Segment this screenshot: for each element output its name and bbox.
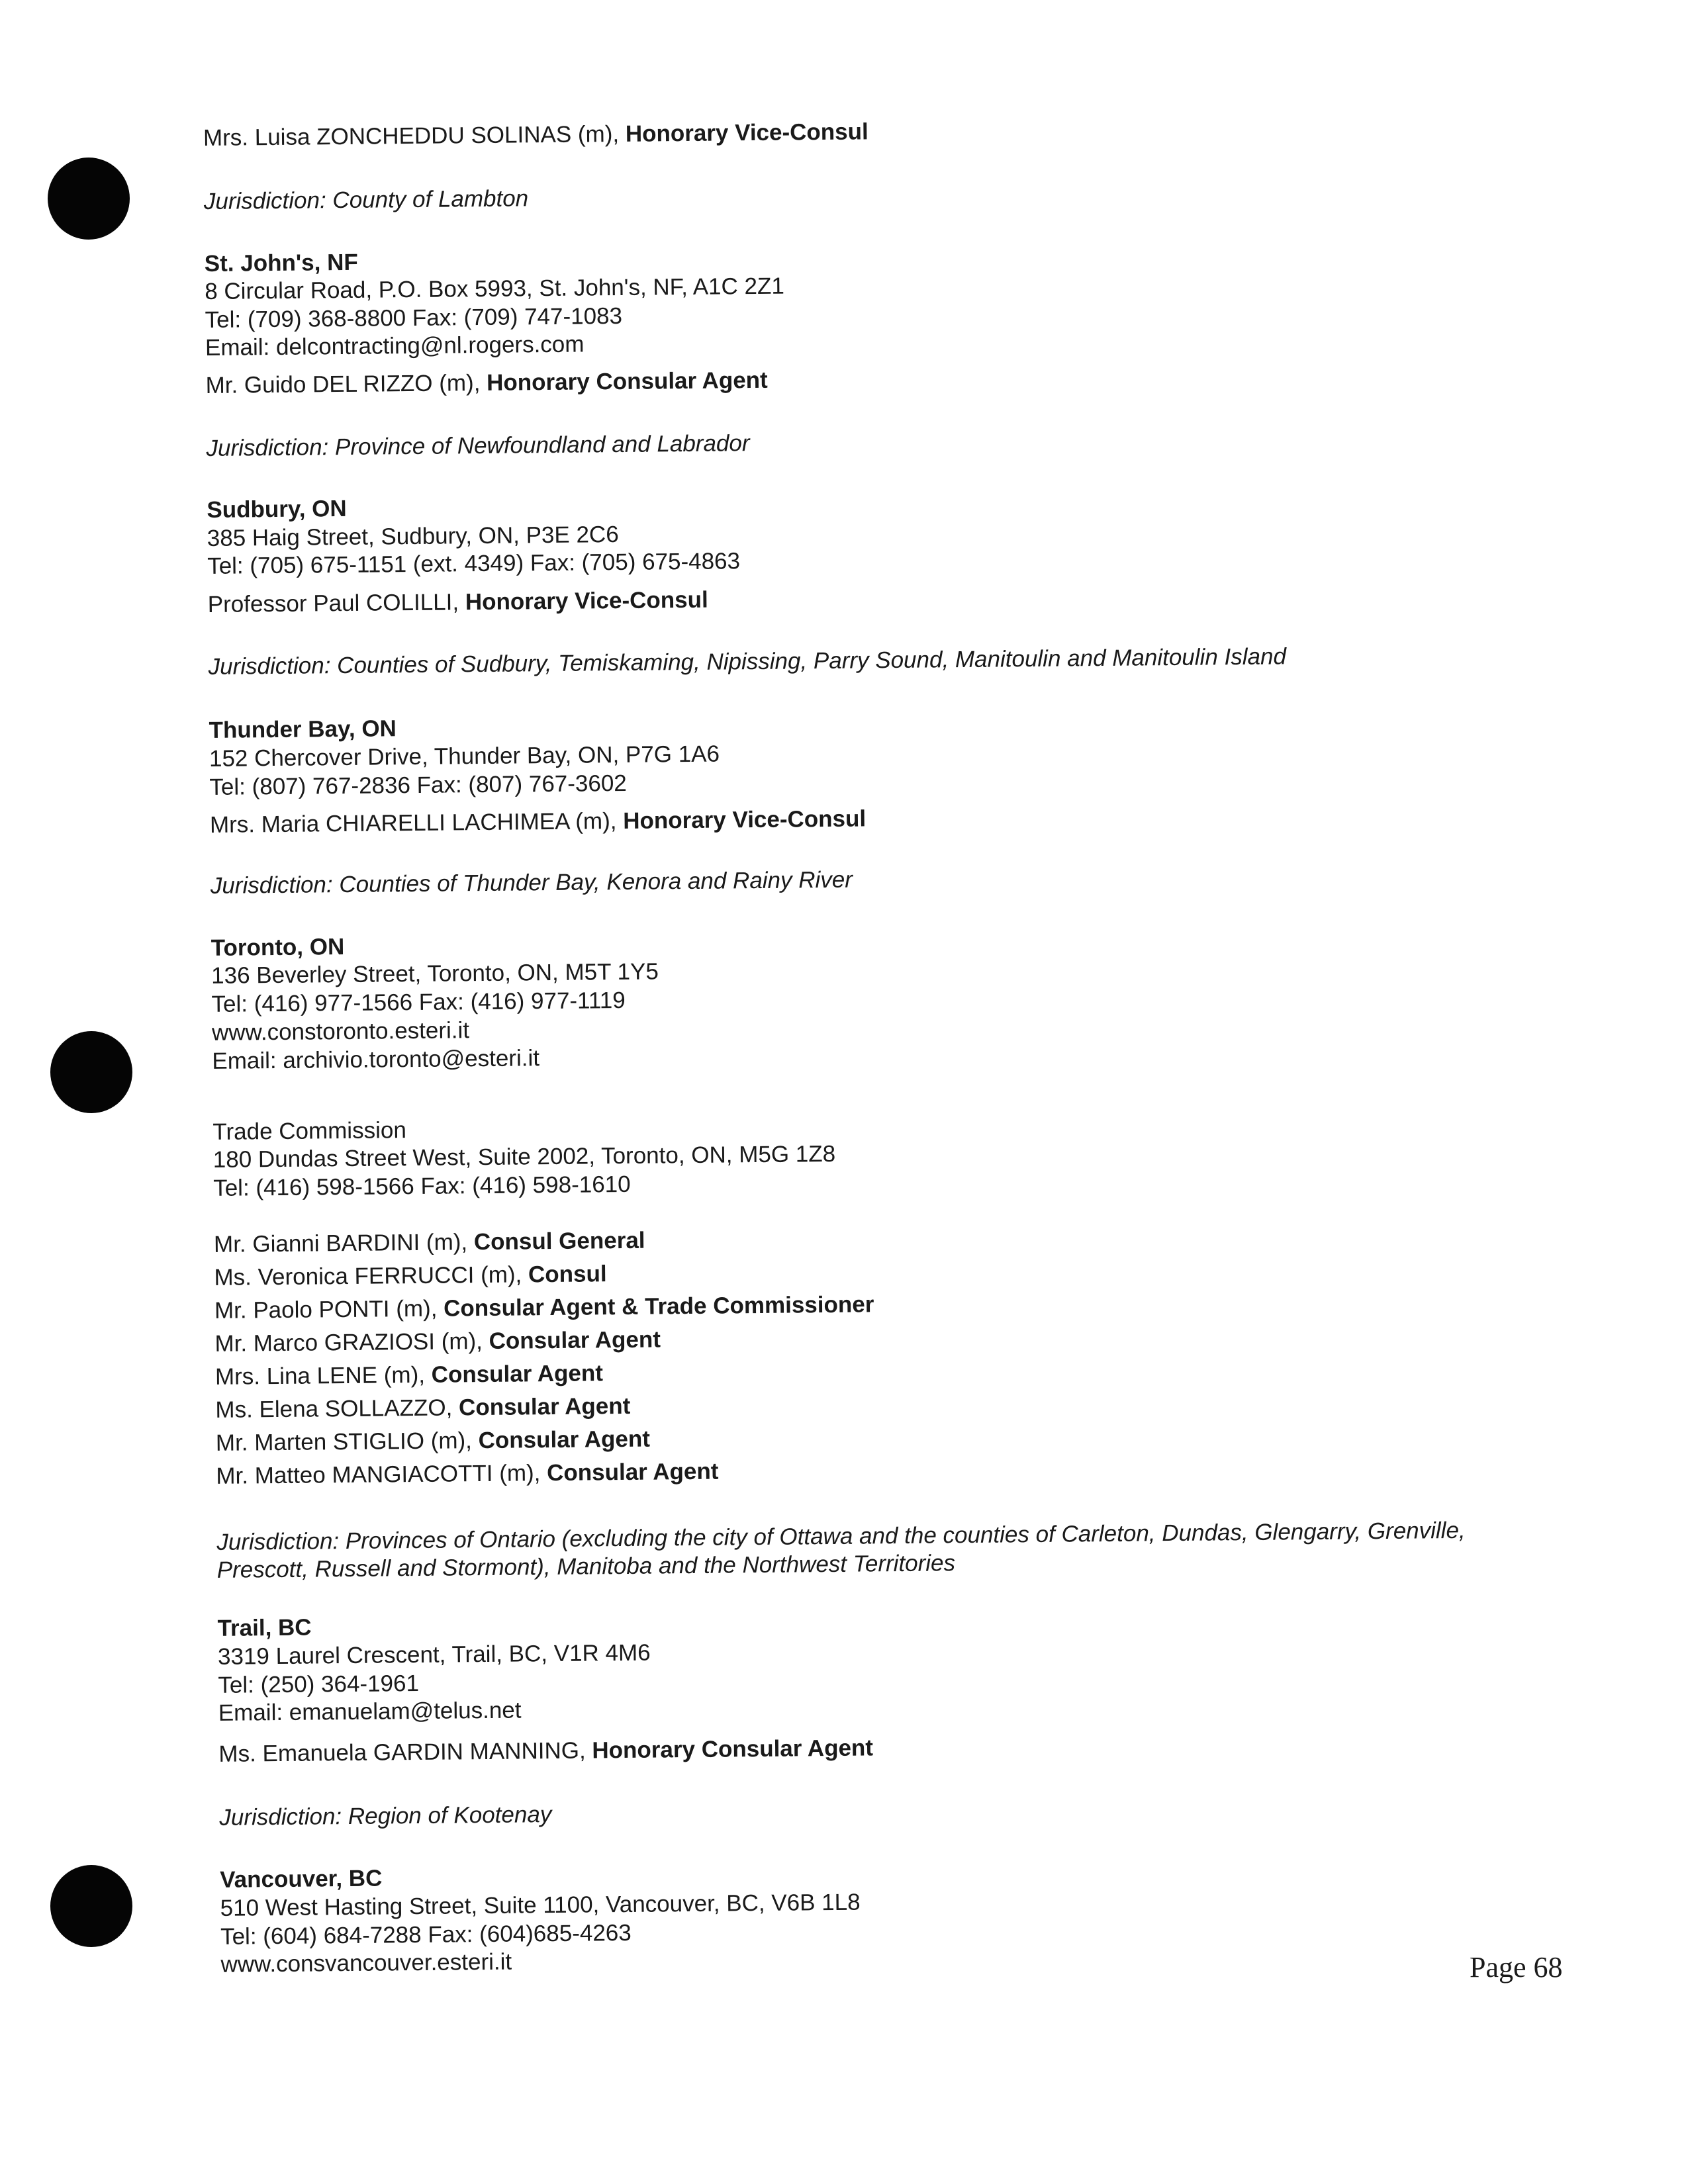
official-entry [214,1291,874,1325]
city-heading: Thunder Bay, ON [209,715,397,743]
city-heading: Vancouver, BC [220,1865,383,1893]
official-entry [208,586,708,619]
address-line: 385 Haig Street, Sudbury, ON, P3E 2C6 [207,521,619,551]
official-entry [210,805,867,839]
official-name: Ms. Emanuela GARDIN MANNING, [218,1737,592,1767]
city-heading: Trail, BC [217,1614,312,1641]
official-name: Mr. Matteo MANGIACOTTI (m), [216,1460,547,1489]
consulate-directory [202,0,1514,2184]
official-name: Mr. Marten STIGLIO (m), [215,1428,479,1456]
official-title: Consular Agent [478,1426,651,1454]
jurisdiction-text: Province of Newfoundland and Labrador [328,430,750,461]
jurisdiction-line [211,866,853,900]
address-line: Tel: (416) 977-1566 Fax: (416) 977-1119 [211,987,626,1017]
official-entry [203,118,868,152]
address-line: Tel: (709) 368-8800 Fax: (709) 747-1083 [205,302,623,333]
address-line: 152 Chercover Drive, Thunder Bay, ON, P7G 1A6 [209,741,720,772]
address-line: Email: emanuelam@telus.net [218,1697,522,1726]
jurisdiction-line [216,1517,1475,1584]
official-title: Honorary Consular Agent [486,367,768,396]
address-line: 180 Dundas Street West, Suite 2002, Toronto, ON, M5G 1Z8 [212,1140,836,1173]
address-line: Tel: (604) 684-7288 Fax: (604)685-4263 [220,1919,632,1950]
address-line: Email: archivio.toronto@esteri.it [212,1045,540,1074]
official-title: Consular Agent [489,1326,661,1354]
address-line: Trade Commission [212,1117,406,1145]
jurisdiction-line [219,1801,551,1832]
address-line: 510 West Hasting Street, Suite 1100, Vancouver, BC, V6B 1L8 [220,1889,861,1921]
official-title: Consul [528,1261,607,1288]
jurisdiction-text: Provinces of Ontario (excluding the city of Ottawa and the counties of Carleton, Dundas, Glengarry, Grenville, Prescott, Russell and Stormont), Manitoba and the Northwest Territories [216,1517,1466,1583]
page-number: Page 68 [1470,1951,1563,1983]
official-name: Ms. Elena SOLLAZZO, [215,1394,459,1423]
official-entry [214,1326,661,1357]
official-entry [215,1359,603,1391]
official-entry [205,367,768,400]
official-title: Consular Agent [546,1458,719,1486]
jurisdiction-line [204,185,529,216]
city-heading: Toronto, ON [211,934,345,961]
address-line: 3319 Laurel Crescent, Trail, BC, V1R 4M6 [217,1639,651,1670]
official-name: Mr. Marco GRAZIOSI (m), [214,1328,489,1357]
address-line: www.consvancouver.esteri.it [220,1948,512,1978]
official-entry [214,1260,606,1292]
official-name: Mr. Gianni BARDINI (m), [213,1229,475,1257]
official-title: Consular Agent [458,1392,631,1421]
official-title: Honorary Consular Agent [592,1735,874,1764]
official-entry [215,1392,630,1424]
official-name: Mr. Guido DEL RIZZO (m), [205,369,487,398]
address-line: 8 Circular Road, P.O. Box 5993, St. John's, NF, A1C 2Z1 [205,273,785,304]
jurisdiction-text: Counties of Thunder Bay, Kenora and Rainy River [332,866,853,898]
official-title: Consul General [473,1227,645,1255]
official-title: Consular Agent [431,1360,604,1388]
official-entry [218,1734,873,1768]
jurisdiction-label: Jurisdiction: [210,872,333,899]
punch-hole [48,158,130,240]
official-entry [216,1426,650,1457]
jurisdiction-label: Jurisdiction: [219,1803,342,1831]
official-name: Mrs. Lina LENE (m), [214,1361,432,1390]
address-line: 136 Beverley Street, Toronto, ON, M5T 1Y5 [211,958,659,989]
official-name: Mrs. Maria CHIARELLI LACHIMEA (m), [209,807,624,838]
address-line: Tel: (705) 675-1151 (ext. 4349) Fax: (705) 675-4863 [207,548,741,579]
jurisdiction-label: Jurisdiction: [208,653,331,680]
jurisdiction-label: Jurisdiction: [203,187,326,214]
punch-hole [50,1031,132,1113]
official-title: Honorary Vice-Consul [465,586,708,615]
address-line: Tel: (250) 364-1961 [218,1670,420,1698]
jurisdiction-line [206,430,749,463]
official-title: Consular Agent & Trade Commissioner [443,1291,874,1322]
official-name: Mr. Paolo PONTI (m), [214,1295,444,1324]
address-line: www.constoronto.esteri.it [211,1017,470,1046]
official-title: Honorary Vice-Consul [623,805,867,834]
address-line: Email: delcontracting@nl.rogers.com [205,331,585,361]
official-entry [216,1458,718,1490]
official-title: Honorary Vice-Consul [625,118,868,147]
jurisdiction-label: Jurisdiction: [216,1528,340,1555]
official-entry [214,1227,645,1259]
official-name: Ms. Veronica FERRUCCI (m), [214,1261,529,1291]
address-line: Tel: (807) 767-2836 Fax: (807) 767-3602 [209,770,627,800]
city-heading: St. John's, NF [204,249,358,277]
jurisdiction-label: Jurisdiction: [206,434,329,461]
jurisdiction-text: County of Lambton [326,185,529,214]
jurisdiction-text: Counties of Sudbury, Temiskaming, Nipissing, Parry Sound, Manitoulin and Manitoulin Island [330,643,1287,679]
official-name: Professor Paul COLILLI, [207,589,466,617]
jurisdiction-line [208,643,1286,681]
city-heading: Sudbury, ON [207,495,347,523]
address-line: Tel: (416) 598-1566 Fax: (416) 598-1610 [213,1171,631,1201]
official-name: Mrs. Luisa ZONCHEDDU SOLINAS (m), [203,120,626,151]
punch-hole [50,1865,132,1947]
jurisdiction-text: Region of Kootenay [341,1801,552,1830]
